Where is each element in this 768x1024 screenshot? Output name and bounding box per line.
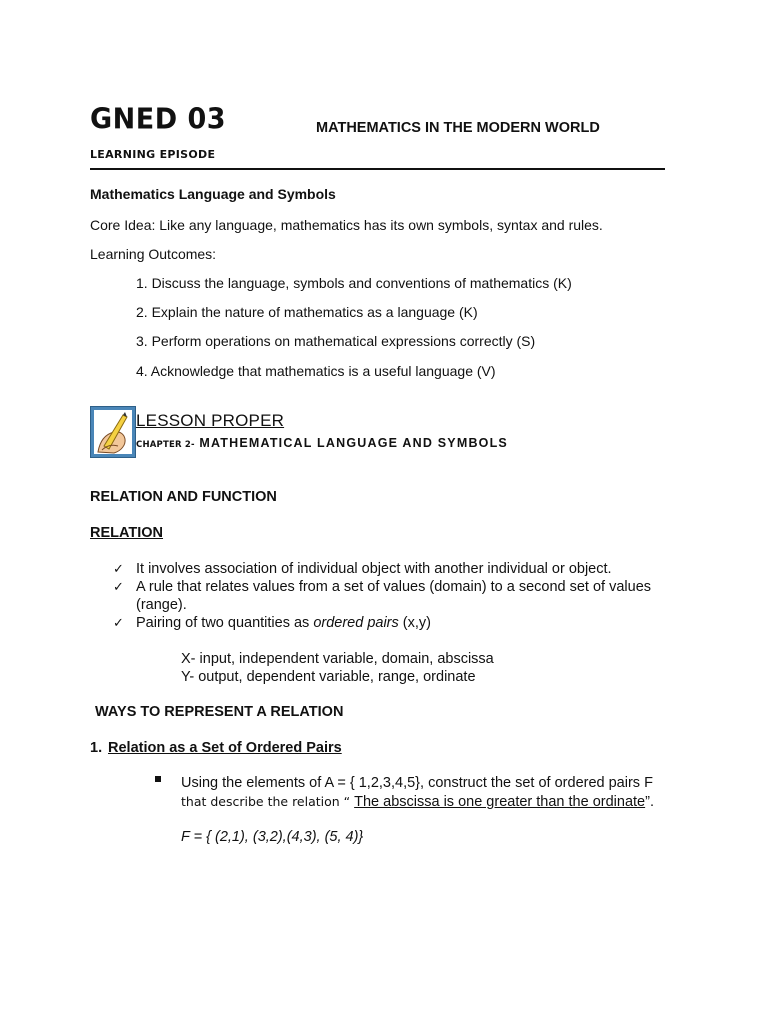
pencil-hand-icon [90,406,136,458]
x-definition: X- input, independent variable, domain, abscissa [181,651,494,667]
relation-bullet: Pairing of two quantities as ordered pairs (x,y) [136,615,431,631]
relation-bullet: It involves association of individual object with another individual or object. [136,561,612,577]
section-heading: RELATION AND FUNCTION [90,489,277,505]
square-bullet-icon [155,776,161,782]
check-icon: ✓ [113,579,124,594]
outcome-item: 3. Perform operations on mathematical expressions correctly (S) [136,333,536,349]
chapter-title [136,436,508,450]
check-icon: ✓ [113,615,124,630]
example-line-1: Using the elements of A = { 1,2,3,4,5}, construct the set of ordered pairs F [181,775,653,791]
outcome-item: 4. Acknowledge that mathematics is a useful language (V) [136,363,496,379]
outcome-item: 1. Discuss the language, symbols and conventions of mathematics (K) [136,275,572,291]
ways-heading: WAYS TO REPRESENT A RELATION [95,704,344,720]
outcomes-label: Learning Outcomes: [90,246,217,262]
item-title: Relation as a Set of Ordered Pairs [108,740,342,756]
lesson-title: LESSON PROPER [136,411,285,430]
intro-title: Mathematics Language and Symbols [90,186,336,202]
outcome-item: 2. Explain the nature of mathematics as a language (K) [136,304,478,320]
course-code: GNED 03 [90,103,227,136]
core-idea: Core Idea: Like any language, mathematics has its own symbols, syntax and rules. [90,217,603,233]
relation-heading: RELATION [90,525,164,541]
episode-label: LEARNING EPISODE [90,148,216,161]
check-icon: ✓ [113,561,124,576]
relation-bullet: A rule that relates values from a set of values (domain) to a second set of values [136,579,652,595]
y-definition: Y- output, dependent variable, range, ordinate [181,669,476,685]
header-divider [90,168,665,170]
item-number: 1. [90,740,103,756]
chapter-prefix: CHAPTER 2- [136,440,195,450]
example-line-2: that describe the relation “ The abscissa is one greater than the ordinate”. [181,794,654,810]
subject-title: MATHEMATICS IN THE MODERN WORLD [316,120,600,136]
answer-set: F = { (2,1), (3,2),(4,3), (5, 4)} [181,829,364,845]
relation-bullet-continued: (range). [136,597,187,613]
chapter-name: MATHEMATICAL LANGUAGE AND SYMBOLS [194,436,508,450]
